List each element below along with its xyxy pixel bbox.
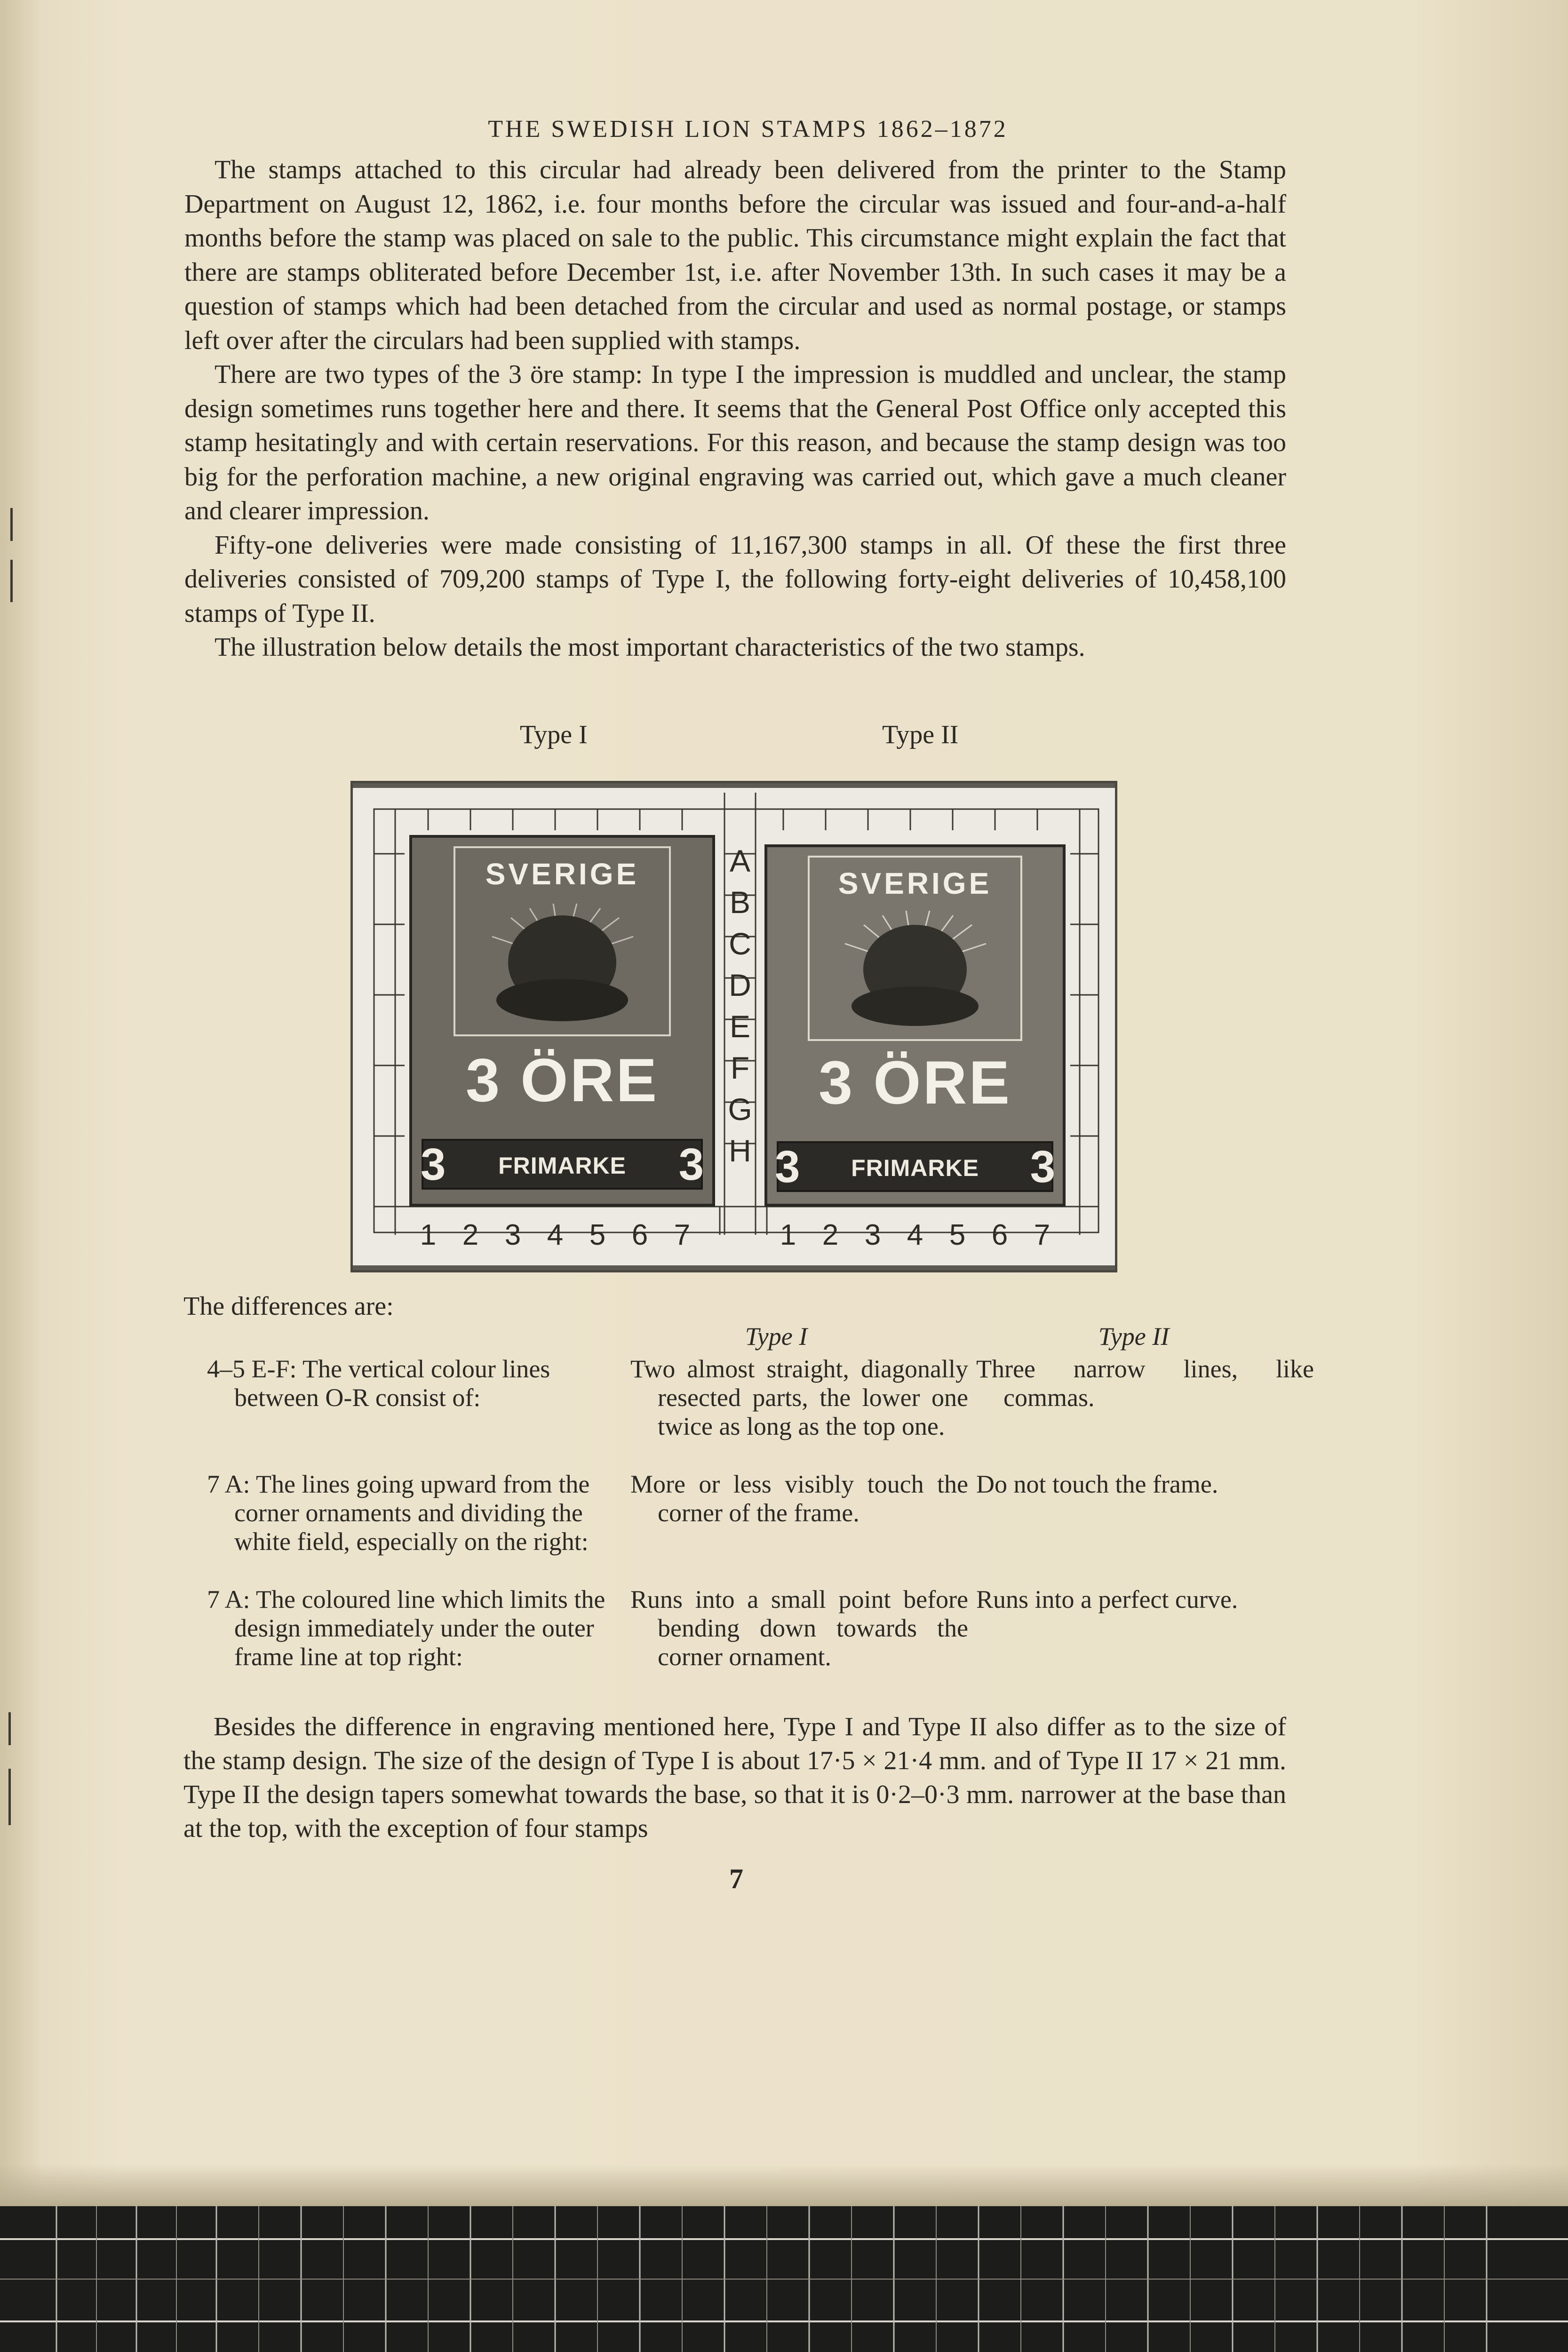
- stamp-label-band: [422, 1139, 703, 1190]
- page-shadow: [0, 2164, 1568, 2206]
- difference-type-ii: Three narrow lines, like commas.: [976, 1355, 1314, 1412]
- stamp-corner-number: 3: [775, 1142, 800, 1192]
- paragraph: Besides the difference in engraving mentioned here, Type I and Type II also differ as to the size of the stamp design. The size of the design of Type I is about 17·5 × 21·4 mm. and of Type II 17 × 21 mm. Type II the design tapers somewhat towards the base, so that it is 0·2–0·3 mm. narrower at the base than at the top, with the exception of four stamps: [183, 1712, 1286, 1843]
- grid-row-letter: H: [729, 1133, 751, 1168]
- differences-heading: The differences are:: [183, 1292, 394, 1321]
- page-number: 7: [729, 1863, 743, 1894]
- difference-feature: 7 A: The lines going upward from the corner ornaments and dividing the white field, especially on the right:: [207, 1470, 590, 1556]
- stamp-type-i: [409, 835, 715, 1207]
- margin-mark: [8, 1712, 11, 1745]
- margin-mark: [10, 508, 13, 541]
- grid-row-letter: C: [729, 926, 751, 961]
- cutting-mat: [0, 2206, 1568, 2352]
- margin-mark: [8, 1769, 11, 1825]
- grid-column-number: 5: [589, 1219, 606, 1251]
- difference-type-i: Runs into a small point before bending down towards the corner ornament.: [630, 1585, 968, 1671]
- grid-row-letter: A: [729, 843, 751, 878]
- grid-column-number: 5: [949, 1219, 966, 1251]
- stamp-value: 3 ÖRE: [818, 1048, 1012, 1117]
- grid-row-letter: G: [728, 1092, 752, 1127]
- paragraph: Fifty-one deliveries were made consisting of 11,167,300 stamps in all. Of these the first three deliveries consisted of 709,200 stamps of Type I, the following forty-eight deliveries of 10,458,100 stamps of Type II.: [184, 530, 1286, 628]
- type-ii-column-header: Type II: [1098, 1322, 1170, 1351]
- stamp-label: FRIMARKE: [498, 1152, 626, 1179]
- grid-row-letter: D: [729, 968, 751, 1002]
- stamp-country-text: SVERIGE: [485, 857, 639, 891]
- grid-column-number: 3: [504, 1219, 521, 1251]
- closing-paragraph: [183, 1710, 1286, 1845]
- grid-column-number: 4: [547, 1219, 564, 1251]
- grid-column-number: 6: [631, 1219, 648, 1251]
- type-i-column-header: Type I: [745, 1322, 808, 1351]
- cutting-mat-grid: [0, 2206, 1568, 2352]
- paragraph: The stamps attached to this circular had already been delivered from the printer to the Stamp Department on August 12, 1862, i.e. four months before the circular was issued and four-and-a-half months before the stamp was placed on sale to the public. This circumstance might explain the fact that there are stamps obliterated before December 1st, i.e. after November 13th. In such cases it may be a question of stamps which had been detached from the circular and used as normal postage, or stamps left over after the circulars had been supplied with stamps.: [184, 155, 1286, 355]
- grid-row-letter: E: [729, 1009, 751, 1044]
- grid-column-number: 2: [462, 1219, 479, 1251]
- difference-type-ii: Do not touch the frame.: [976, 1470, 1218, 1498]
- stamp-label-band: [777, 1141, 1053, 1192]
- margin-mark: [10, 560, 13, 602]
- paragraph: The illustration below details the most important characteristics of the two stamps.: [215, 633, 1085, 662]
- body-text: [184, 153, 1286, 665]
- stamp-corner-number: 3: [678, 1139, 704, 1190]
- running-head: THE SWEDISH LION STAMPS 1862–1872: [488, 116, 1008, 143]
- stamp-corner-number: 3: [421, 1139, 446, 1190]
- type-i-label: Type I: [520, 720, 588, 749]
- difference-type-i: More or less visibly touch the corner of the frame.: [630, 1470, 968, 1527]
- stamp-value: 3 ÖRE: [465, 1046, 659, 1114]
- grid-row-letter: B: [729, 885, 751, 920]
- grid-column-number: 1: [780, 1219, 796, 1251]
- paragraph: There are two types of the 3 öre stamp: In type I the impression is muddled and unclear, the stamp design sometimes runs together here and there. It seems that the General Post Office only accepted this stamp hesitatingly and with certain reservations. For this reason, and because the stamp design was too big for the perforation machine, a new original engraving was carried out, which gave a much cleaner and clearer impression.: [184, 360, 1286, 525]
- grid-column-number: 7: [1034, 1219, 1051, 1251]
- stamp-label: FRIMARKE: [851, 1155, 979, 1181]
- grid-row-letter: F: [730, 1050, 750, 1085]
- stamp-type-ii: [764, 844, 1066, 1207]
- stamp-comparison-figure: [350, 781, 1117, 1272]
- stamp-country-text: SVERIGE: [838, 866, 992, 900]
- grid-column-number: 6: [991, 1219, 1008, 1251]
- grid-column-number: 3: [864, 1219, 881, 1251]
- difference-feature: 7 A: The coloured line which limits the design immediately under the outer frame line at top right:: [207, 1585, 605, 1671]
- difference-type-ii: Runs into a perfect curve.: [976, 1585, 1238, 1613]
- difference-feature: 4–5 E-F: The vertical colour lines between O-R consist of:: [207, 1355, 550, 1412]
- grid-column-number: 1: [420, 1219, 437, 1251]
- difference-type-i: Two almost straight, diagonally resected parts, the lower one twice as long as the top one.: [630, 1355, 968, 1440]
- stamp-corner-number: 3: [1030, 1142, 1055, 1192]
- type-ii-label: Type II: [882, 720, 959, 749]
- grid-column-number: 2: [822, 1219, 839, 1251]
- grid-column-number: 7: [674, 1219, 691, 1251]
- grid-column-number: 4: [907, 1219, 923, 1251]
